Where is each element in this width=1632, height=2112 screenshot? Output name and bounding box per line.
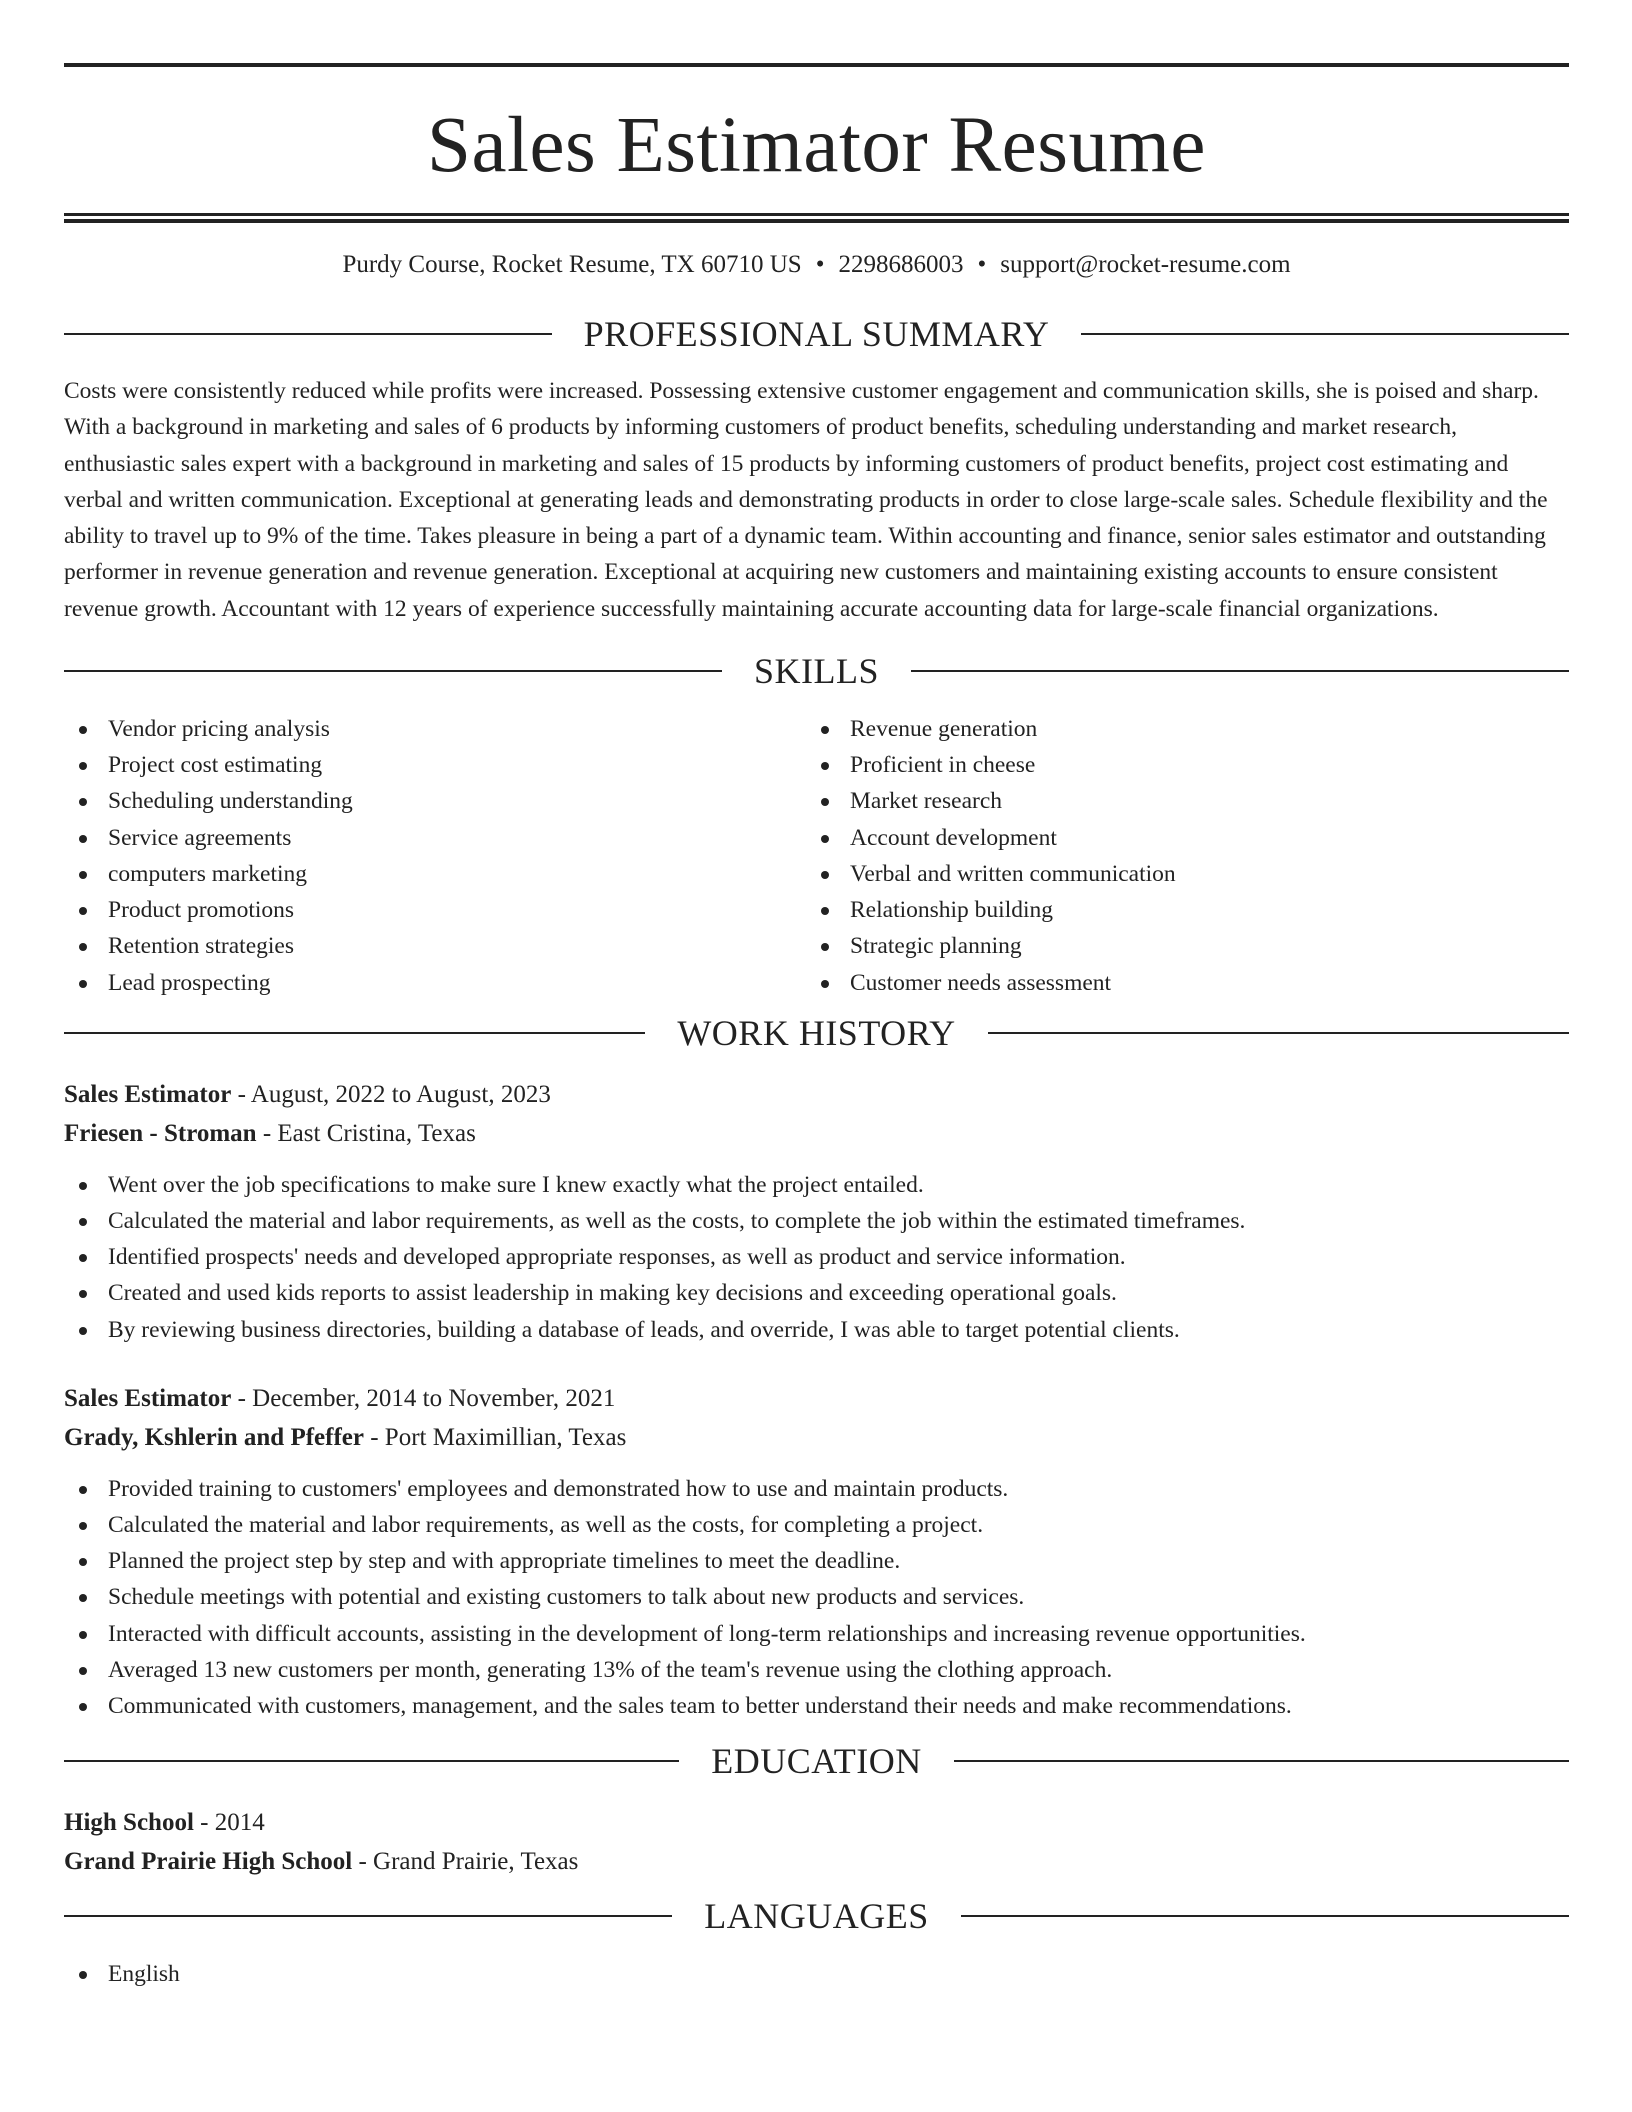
divider-line [64, 1032, 645, 1034]
divider-line [954, 1760, 1569, 1762]
divider-line [988, 1032, 1569, 1034]
job-bullet: Went over the job specifications to make sure I knew exactly what the project entailed. [64, 1167, 1569, 1203]
top-rule [64, 63, 1569, 67]
education-year: - 2014 [193, 1809, 265, 1837]
skill-item: Lead prospecting [64, 965, 806, 1001]
divider-line [64, 1760, 679, 1762]
skill-item: Project cost estimating [64, 747, 806, 783]
job-bullets [64, 1471, 1569, 1724]
section-header-education [64, 1741, 1569, 1781]
skill-item: Account development [806, 820, 1548, 856]
contact-phone: 2298686003 [838, 251, 964, 278]
job-bullet: Calculated the material and labor requirements, as well as the costs, to complete the job within the estimated timeframes. [64, 1203, 1569, 1239]
divider-line [64, 1915, 672, 1917]
section-header-summary [64, 314, 1569, 354]
job-title-line [64, 1075, 1569, 1114]
job-bullet: Averaged 13 new customers per month, generating 13% of the team's revenue using the clothing approach. [64, 1652, 1569, 1688]
divider-line [64, 333, 552, 335]
skill-item: Verbal and written communication [806, 856, 1548, 892]
skill-item: Strategic planning [806, 928, 1548, 964]
job-bullet: Planned the project step by step and with appropriate timelines to meet the deadline. [64, 1543, 1569, 1579]
contact-line [64, 250, 1569, 280]
section-title: EDUCATION [711, 1741, 922, 1782]
skill-item: Service agreements [64, 820, 806, 856]
language-item: English [64, 1956, 1569, 1992]
job-bullet: By reviewing business directories, building a database of leads, and override, I was able to target potential clients. [64, 1312, 1569, 1348]
contact-address: Purdy Course, Rocket Resume, TX 60710 US [342, 251, 802, 278]
job-title-line [64, 1379, 1569, 1418]
education-degree-line [64, 1803, 1569, 1842]
skill-item: Market research [806, 783, 1548, 819]
education-degree: High School [64, 1809, 194, 1837]
skills-column-left [64, 711, 806, 1001]
skill-item: Customer needs assessment [806, 965, 1548, 1001]
job-dates: - December, 2014 to November, 2021 [231, 1384, 616, 1412]
divider-line [1081, 333, 1569, 335]
section-header-languages [64, 1896, 1569, 1936]
section-header-skills [64, 651, 1569, 691]
contact-separator: • [977, 251, 987, 278]
job-bullet: Interacted with difficult accounts, assisting in the development of long-term relationships and increasing revenue opportunities. [64, 1616, 1569, 1652]
job-bullet: Schedule meetings with potential and existing customers to talk about new products and services. [64, 1579, 1569, 1615]
section-title: SKILLS [754, 651, 880, 692]
title-double-rule [64, 213, 1569, 223]
job-employer: Friesen - Stroman [64, 1119, 257, 1147]
job-entry [64, 1075, 1569, 1348]
job-employer-line [64, 1114, 1569, 1153]
skill-item: Revenue generation [806, 711, 1548, 747]
education-school: Grand Prairie High School [64, 1848, 353, 1876]
job-location: - Port Maximillian, Texas [363, 1423, 627, 1451]
page-title: Sales Estimator Resume [427, 102, 1206, 189]
education-entry [64, 1803, 1569, 1881]
section-title: LANGUAGES [704, 1896, 929, 1937]
job-entry [64, 1379, 1569, 1724]
skills-column-right [806, 711, 1548, 1001]
summary-paragraph: Costs were consistently reduced while profits were increased. Possessing extensive customer engagement and communication skills, she is poised and sharp. With a background in marketing and sales of 6 products by informing customers of product benefits, scheduling understanding and market research, enthusiastic sales expert with a background in marketing and sales of 15 products by informing customers of product benefits, project cost estimating and verbal and written communication. Exceptional at generating leads and demonstrating products in order to close large-scale sales. Schedule flexibility and the ability to travel up to 9% of the time. Takes pleasure in being a part of a dynamic team. Within accounting and finance, senior sales estimator and outstanding performer in revenue generation and revenue generation. Exceptional at acquiring new customers and maintaining existing accounts to ensure consistent revenue growth. Accountant with 12 years of experience successfully maintaining accurate accounting data for large-scale financial organizations. [64, 378, 1548, 622]
job-employer-line [64, 1418, 1569, 1457]
skill-item: Proficient in cheese [806, 747, 1548, 783]
job-bullet: Provided training to customers' employees and demonstrated how to use and maintain products. [64, 1471, 1569, 1507]
job-title: Sales Estimator [64, 1080, 232, 1108]
skill-item: Scheduling understanding [64, 783, 806, 819]
skills-list [64, 711, 1569, 1001]
job-bullet: Calculated the material and labor requirements, as well as the costs, for completing a project. [64, 1507, 1569, 1543]
education-school-line [64, 1842, 1569, 1881]
job-title: Sales Estimator [64, 1384, 232, 1412]
section-title: PROFESSIONAL SUMMARY [583, 314, 1050, 354]
contact-email: support@rocket-resume.com [1000, 251, 1291, 278]
section-title: WORK HISTORY [677, 1012, 956, 1053]
divider-line [64, 670, 722, 672]
job-bullet: Communicated with customers, management, and the sales team to better understand their needs and make recommendations. [64, 1688, 1569, 1724]
divider-line [911, 670, 1569, 672]
contact-separator: • [815, 251, 825, 278]
resume-page [64, 63, 1569, 1992]
job-employer: Grady, Kshlerin and Pfeffer [64, 1423, 364, 1451]
job-bullet: Identified prospects' needs and developed appropriate responses, as well as product and service information. [64, 1239, 1569, 1275]
job-bullet: Created and used kids reports to assist leadership in making key decisions and exceeding operational goals. [64, 1275, 1569, 1311]
divider-line [961, 1915, 1569, 1917]
languages-list [64, 1956, 1569, 1992]
skill-item: Product promotions [64, 892, 806, 928]
skill-item: Vendor pricing analysis [64, 711, 806, 747]
skill-item: Relationship building [806, 892, 1548, 928]
education-location: - Grand Prairie, Texas [352, 1848, 579, 1876]
skill-item: Retention strategies [64, 928, 806, 964]
job-location: - East Cristina, Texas [256, 1119, 476, 1147]
skill-item: computers marketing [64, 856, 806, 892]
job-bullets [64, 1167, 1569, 1348]
job-dates: - August, 2022 to August, 2023 [231, 1080, 551, 1108]
section-header-work-history [64, 1013, 1569, 1053]
